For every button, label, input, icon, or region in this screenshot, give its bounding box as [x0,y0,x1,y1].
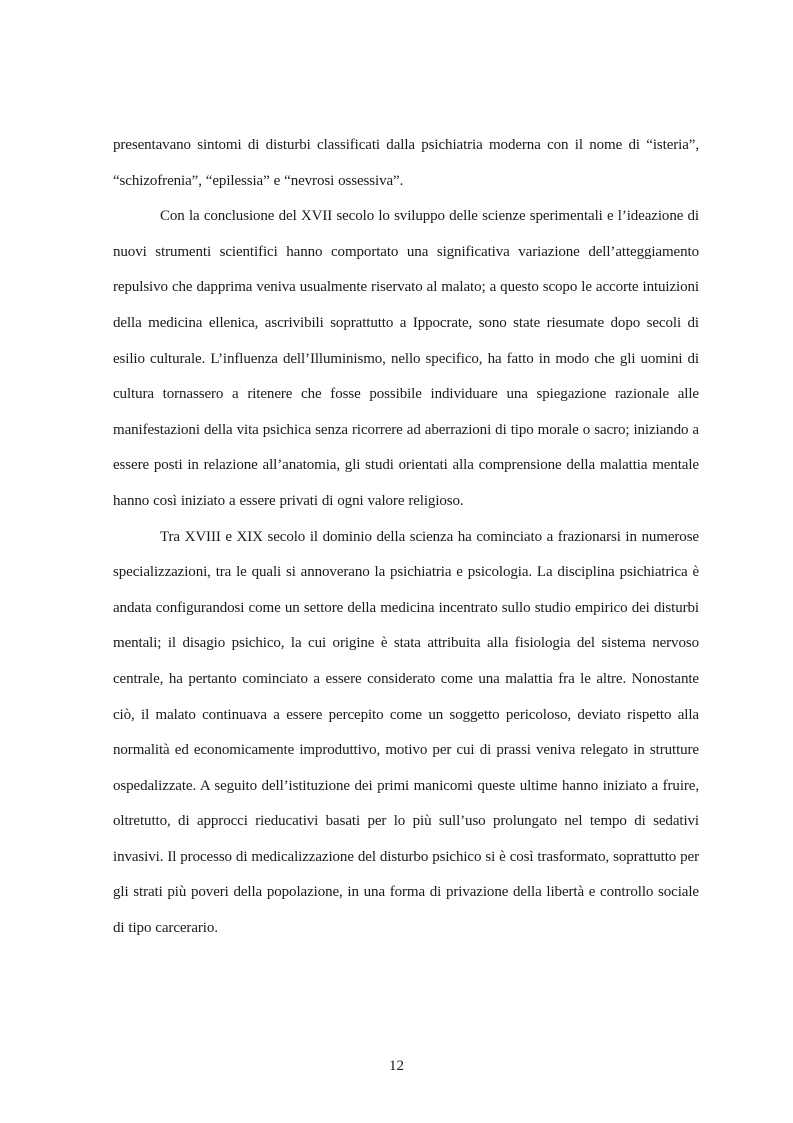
paragraph-psychiatry: Tra XVIII e XIX secolo il dominio della scienza ha cominciato a frazionarsi in numerose specializzazioni, tra le quali si annoverano la psichiatria e psicologia. La disciplina psichiatrica è andata configurandosi come un settore della medicina incentrato sullo studio empirico dei disturbi mentali; il disagio psichico, la cui origine è stata attribuita alla fisiologia del sistema nervoso centrale, ha pertanto cominciato a essere considerato come una malattia fra le altre. Nonostante ciò, il malato continuava a essere percepito come un soggetto pericoloso, deviato rispetto alla normalità ed economicamente improduttivo, motivo per cui di prassi veniva relegato in strutture ospedalizzate. A seguito dell’istituzione dei primi manicomi queste ultime hanno iniziato a fruire, oltretutto, di approcci rieducativi basati per lo più sull’uso prolungato nel tempo di sedativi invasivi. Il processo di medicalizzazione del disturbo psichico si è così trasformato, soprattutto per gli strati più poveri della popolazione, in una forma di privazione della libertà e controllo sociale di tipo carcerario. [113,528,699,937]
paragraph-enlightenment: Con la conclusione del XVII secolo lo sviluppo delle scienze sperimentali e l’ideazione di nuovi strumenti scientifici hanno comportato una significativa variazione dell’atteggiamento repulsivo che dapprima veniva usualmente riservato al malato; a questo scopo le accorte intuizioni della medicina ellenica, ascrivibili soprattutto a Ippocrate, sono state riesumate dopo secoli di esilio culturale. L’influenza dell’Illuminismo, nello specifico, ha fatto in modo che gli uomini di cultura tornassero a ritenere che fosse possibile individuare una spiegazione razionale alle manifestazioni della vita psichica senza ricorrere ad aberrazioni di tipo morale o sacro; iniziando a essere posti in relazione all’anatomia, gli studi orientati alla comprensione della malattia mentale hanno così iniziato a essere privati di ogni valore religioso. [113,208,699,509]
page-body [113,128,699,947]
page-number: 12 [389,1058,404,1074]
paragraph-continuation: presentavano sintomi di disturbi classificati dalla psichiatria moderna con il nome di “isteria”, “schizofrenia”, “epilessia” e “nevrosi ossessiva”. [113,137,699,189]
